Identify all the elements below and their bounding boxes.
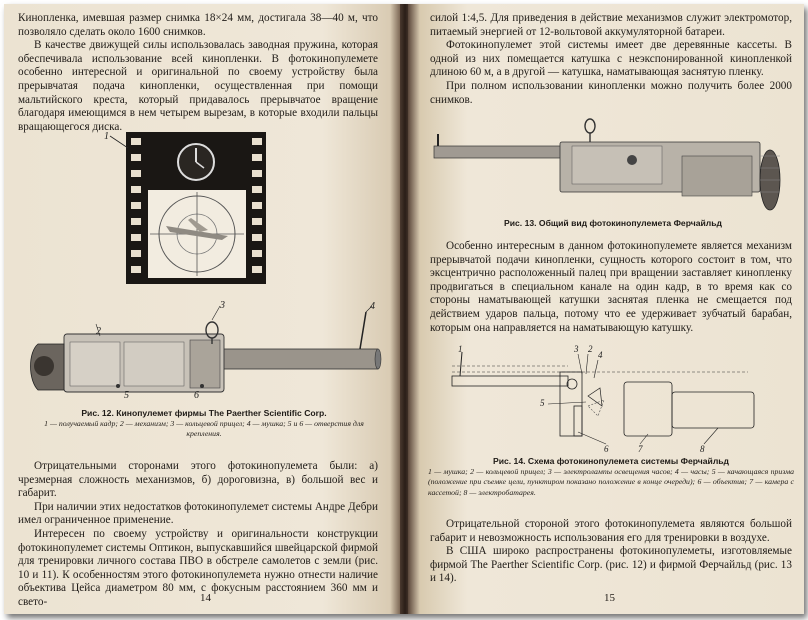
book-spread	[4, 4, 804, 614]
paragraph: При полном использовании кинопленки можно получить более 2000 снимков.	[430, 79, 792, 106]
paragraph: Отрицательными сторонами этого фотокинопулемета были: а) чрезмерная сложность механизмов, б) дороговизна, в) большой вес и габарит.	[18, 460, 378, 500]
page-number-left: 14	[200, 592, 211, 604]
right-page	[408, 4, 804, 614]
right-text-top	[430, 12, 792, 107]
fig12-label-6: 6	[194, 390, 199, 399]
fig12-caption: Рис. 12. Кинопулемет фирмы The Paerther Scientific Corp.	[81, 408, 327, 418]
fig14-caption-block	[428, 456, 794, 498]
fig14-label-1: 1	[458, 344, 463, 354]
paragraph: Особенно интересным в данном фотокинопулемете является механизм прерывчатой подачи кинопленки, сущность которого состоит в том, что эксцентрично расположенный палец при вращении заставляет кинопленку продвигаться в специальном канале на один кадр, в то время как со стороны наматывающей катушки заснятая пленка не смещается под действием ударов пальца, потому что ее удерживает зубчатый барабан, которым она направляется на наматывающую катушку.	[430, 240, 792, 334]
paragraph: Интересен по своему устройству и оригинальности конструкции фотокинопулемет системы Оптикон, выпускавшийся швейцарской фирмой для тренировки личного состава ПВО в обстреле самолетов с земли (рис. 10 и 11). К особенностям этого фотокинопулемета нужно отнести наличие объектива Цейса диаметром 80 мм, с фокусным расстоянием 360 мм и свето-	[18, 527, 378, 608]
fig14-label-7: 7	[638, 444, 643, 454]
fig14-legend: 1 — мушка; 2 — кольцевой прицел; 3 — электролампы освещения часов; 4 — часы; 5 — качающаяся призма (положение при съемке цели, пунктиром показано положение в конце очереди); 6 — объектив; 7 — камера с кассетой; 8 — электробатарея.	[428, 466, 794, 497]
figure-14-schematic	[448, 344, 768, 454]
fig12-label-4: 4	[370, 301, 375, 312]
paragraph: Отрицательной стороной этого фотокинопулемета являются большой габарит и невозможность использования его для тренировки в воздухе.	[430, 518, 792, 544]
left-text-top	[18, 12, 378, 134]
left-text-bottom	[18, 460, 378, 610]
paragraph: Кинопленка, имевшая размер снимка 18×24 мм, достигала 38—40 м, что позволяло сделать около 1600 снимков.	[18, 12, 378, 38]
fig14-label-8: 8	[700, 444, 705, 454]
fig14-label-6: 6	[604, 444, 609, 454]
right-text-bottom	[430, 518, 792, 586]
paragraph: В качестве движущей силы использовалась заводная пружина, которая обеспечивала использование всей кинопленки. В фотокинопулемете особенно интересной и оригинальной по своему устройству была прерывчатая подача кинопленки, осуществленная при помощи мальтийского креста, который придавалось прерывчатое вращение благодаря имеющимся в нем четырем вырезам, в которые входили пальцы вращающегося диска.	[18, 39, 378, 133]
fig12-label-2: 2	[96, 326, 101, 337]
fig12-label-3: 3	[220, 300, 225, 311]
fig12-label-5: 5	[124, 390, 129, 399]
fig13-caption-block	[438, 218, 788, 229]
figure-12-film-frame	[96, 130, 276, 290]
right-text-middle	[430, 240, 792, 335]
figure-12-camera-gun	[24, 294, 384, 399]
paragraph: силой 1:4,5. Для приведения в действие механизмов служит электромотор, питаемый энергией от 12-вольтовой аккумуляторной батареи.	[430, 12, 792, 38]
fig12-caption-block	[34, 408, 374, 440]
left-page	[4, 4, 402, 614]
paragraph: При наличии этих недостатков фотокинопулемет системы Андре Дебри имел ограниченное применение.	[18, 500, 378, 527]
fig14-caption: Рис. 14. Схема фотокинопулемета системы Ферчайльд	[492, 456, 730, 466]
fig14-label-2: 2	[588, 344, 593, 354]
fig14-label-5: 5	[540, 398, 545, 408]
page-number-right: 15	[604, 592, 615, 604]
fig14-label-4: 4	[598, 350, 603, 360]
paragraph: В США широко распространены фотокинопулеметы, изготовляемые фирмой The Paerther Scientific Corp. (рис. 12) и фирмой Ферчайльд (рис. 13 и 14).	[430, 545, 792, 585]
fig13-caption: Рис. 13. Общий вид фотокинопулемета Ферчайльд	[504, 218, 722, 228]
fig12-legend: 1 — получаемый кадр; 2 — механизм; 3 — кольцевой прицел; 4 — мушка; 5 и 6 — отверстия для крепления.	[44, 418, 364, 438]
figure-13-fairchild-gun	[432, 116, 792, 216]
fig12-label-1: 1	[104, 131, 109, 142]
fig14-label-3: 3	[574, 344, 579, 354]
paragraph: Фотокинопулемет этой системы имеет две деревянные кассеты. В одной из них помещается катушка с неэкспонированной кинопленкой длиною 60 м, а в другой — катушка, наматывающая заснятую пленку.	[430, 39, 792, 79]
